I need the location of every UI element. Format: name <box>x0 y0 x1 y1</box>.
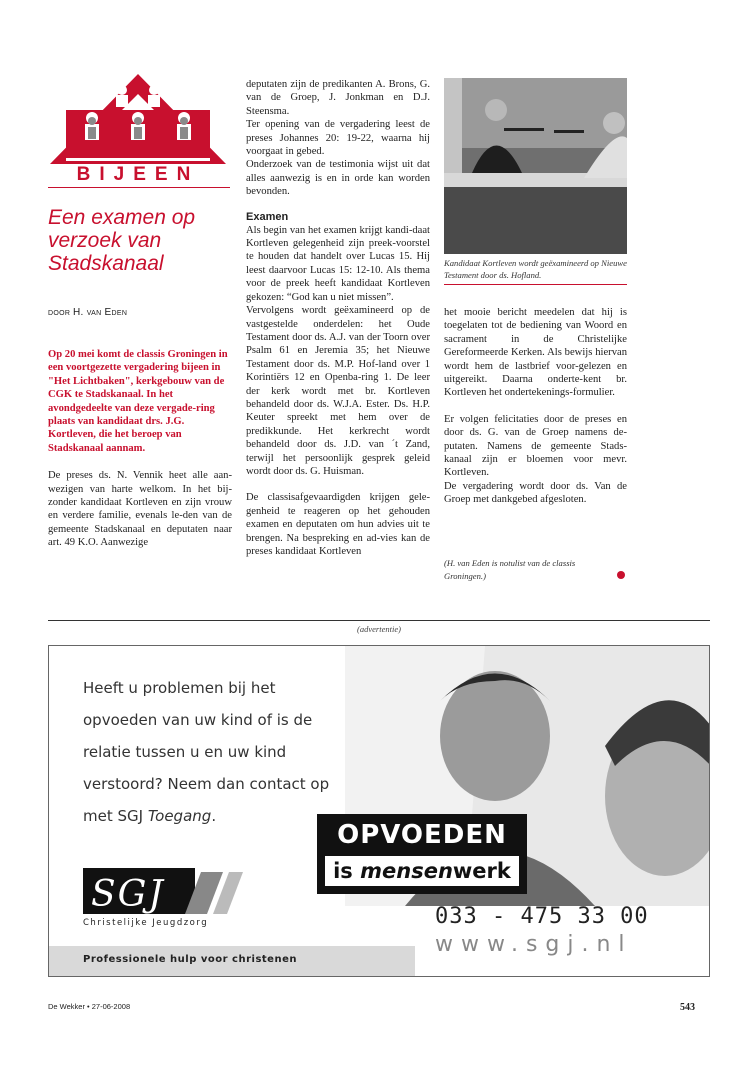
publication-footer: De Wekker • 27-06-2008 <box>48 1002 131 1011</box>
end-mark-icon <box>617 571 625 579</box>
paragraph: De preses ds. N. Vennik heet alle aan-wezigen van harte welkom. In het bij-zonder kandidaat Kortleven en zijn vrouw en verdere familie, evenals le-den van de gemeente Stadskanaal en deputaten naar art. 49 K.O. Aanwezige <box>48 470 232 549</box>
article-title: Een examen op verzoek van Stadskanaal <box>48 206 196 275</box>
ad-banner-em: mensen <box>360 859 453 883</box>
sgj-subtitle: Christelijke Jeugdzorg <box>83 918 209 928</box>
ad-phone: 033 - 475 33 00 <box>435 904 649 929</box>
paragraph: Er volgen felicitaties door de preses en door ds. G. van de Groep namens de-putaten. Namens de gemeente Stads-kanaal zijn er bloemen voor mevr. Kortleven. <box>444 413 627 479</box>
paragraph: Als begin van het examen krijgt kandi-daat Kortleven gelegenheid zijn preek-voorstel te houden dat handelt over Lucas 15. Hij leest daarvoor Lucas 15: 12-10. Als thema voor de preek heeft kandidaat Kortleven gekozen: “God kan u niet missen”. <box>246 224 430 303</box>
article-lead: Op 20 mei komt de classis Groningen in een voortgezette vergadering bijeen in "Het Lichtbaken", kerkgebouw van de CGK te Stadskanaal. In het avondgedeelte van deze vergade-ring plaats van kandidaat drs. J.G. Kortleven, die het beroep van Stadskanaal aannam. <box>48 349 228 454</box>
caption-divider <box>444 284 627 285</box>
ad-banner-pre: is <box>333 859 361 883</box>
photo-caption: Kandidaat Kortleven wordt geëxamineerd op Nieuwe Testament door ds. Hofland. <box>444 258 627 280</box>
article-column-3 <box>444 306 627 507</box>
ad-banner-post: werk <box>452 859 511 883</box>
paragraph: Onderzoek van de testimonia wijst uit dat alles aanwezig is en in orde kan worden bevonden. <box>246 159 430 198</box>
ad-website[interactable]: www.sgj.nl <box>435 932 633 957</box>
ad-body-text: Heeft u problemen bij het opvoeden van uw kind of is de relatie tussen u en uw kind verstoord? Neem dan contact op met SGJ Toegang. <box>83 679 330 825</box>
sgj-logo-text: SGJ <box>91 874 165 915</box>
ad-text-em: Toegang <box>147 807 212 825</box>
logo-divider <box>48 187 230 188</box>
paragraph: De classisafgevaardigden krijgen gele-genheid te reageren op het gehouden examen en deputaten om hun advies uit te brengen. Na bespreking en ad-vies kan de preses kandidaat Kortleven <box>246 492 430 557</box>
article-column-2 <box>246 78 430 558</box>
ad-footer-text: Professionele hulp voor christenen <box>83 954 297 965</box>
exam-photo <box>444 78 627 254</box>
ad-divider <box>48 620 710 621</box>
article-byline <box>48 307 127 318</box>
paragraph: Vervolgens wordt geëxamineerd op de vastgestelde onderdelen: het Oude Testament door ds. A.J. van der Toorn over Psalm 61 en Jeremia 35; het Nieuwe Testament door ds. M.P. Hof-land over 1 Korintiërs 12 en Openba-ring 1. De leer der kerk wordt met br. Kortleven behandeld door ds. W.J.A. Ester. Ds. H.P. Keuter spreekt met hem over de predikkunde. Het kerkrecht wordt behandeld door ds. J.D. van ´t Zand, terwijl het persoonlijk gesprek geleid wordt door ds. G. Huisman. <box>246 305 430 477</box>
logo-text: BIJEEN <box>76 164 200 185</box>
article-column-1 <box>48 348 232 550</box>
author-note: (H. van Eden is notulist van de classis Groningen.) <box>444 558 576 581</box>
paragraph: De vergadering wordt door ds. Van de Groep met dankgebed afgesloten. <box>444 480 627 506</box>
ad-banner-line2 <box>325 856 519 886</box>
paragraph: het mooie bericht meedelen dat hij is toegelaten tot de bediening van Woord en sacrament in de Christelijke Gereformeerde Kerken. Als bewijs hiervan wordt hem de lastbrief voor-gelezen en uitgereikt. Daarna onderte-kent br. Kortleven het ondertekenings-formulier. <box>444 307 627 399</box>
ad-text-main: Heeft u problemen bij het opvoeden van uw kind of is de relatie tussen u en uw kind verstoord? Neem dan contact op met SGJ <box>83 679 330 825</box>
paragraph: Ter opening van de vergadering leest de preses Johannes 20: 19-22, waarna hij voorgaat in gebed. <box>246 119 430 158</box>
paragraph: deputaten zijn de predikanten A. Brons, G. van de Groep, J. Jonkman en D.J. Steensma. <box>246 79 430 117</box>
ad-label: (advertentie) <box>357 624 401 634</box>
byline-prefix: door <box>48 307 71 318</box>
ad-banner <box>317 814 527 894</box>
ad-banner-line1: OPVOEDEN <box>337 820 507 850</box>
section-heading: Examen <box>246 210 289 223</box>
bijeen-logo <box>48 72 228 187</box>
advertisement <box>48 645 710 977</box>
page-number: 543 <box>680 1002 695 1013</box>
ad-footer <box>49 946 415 976</box>
byline-author: H. van Eden <box>73 307 128 318</box>
